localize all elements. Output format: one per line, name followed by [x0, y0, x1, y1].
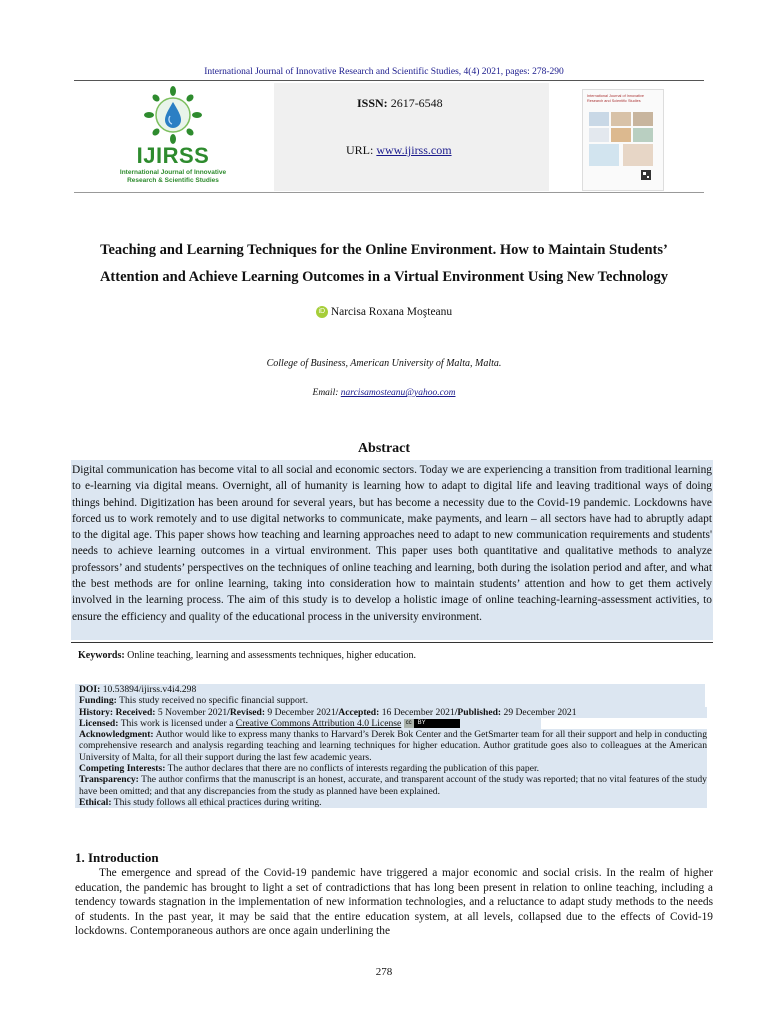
transparency-value: The author confirms that the manuscript is an honest, accurate, and transparent account of the study was reported; that no vital features of the study have been omitted; and that any discrepancies from the study as planned have been explained. — [79, 774, 707, 797]
keywords-value: Online teaching, learning and assessments techniques, higher education. — [127, 650, 416, 661]
ethical-row — [75, 797, 707, 808]
acknowledgment-label: Acknowledgment: — [79, 729, 154, 741]
cover-title: International Journal of Innovative Research and Scientific Studies — [587, 94, 644, 103]
abstract-text: Digital communication has become vital to all social and economic sectors. Today we are experiencing a transition from traditional learning to e-learning via digital means. Overnight, all of humanity is learning how to adapt to digital life and leaving traditional ways of doing things behind. Digitization has been around for several years, but has become a necessity due to the Covid-19 pandemic. Lockdowns have forced us to work remotely and to use digital networks to communicate, make payments, and learn – all sectors have had to abruptly adapt to the digital age. This paper shows how teaching and learning approaches need to adapt to new communication requirements and students' needs to achieve learning outcomes in a virtual environment. This paper uses both quantitative and qualitative methods to analyze professors’ and students’ perspectives on the techniques of online teaching and learning, both during the isolation period and after, and what the best methods are for online learning, taking into consideration how to maintain students’ attention and how to get them actively involved in the learning process. The aim of this study is to develop a holistic image of online teaching-learning-assessment activities, to ensure the efficiency and quality of the educational process in the university environment. — [71, 460, 713, 640]
affiliation: College of Business, American University of Malta, Malta. — [266, 358, 502, 369]
accepted-value: 16 December 2021 — [381, 706, 455, 718]
issn — [357, 96, 443, 111]
abstract-heading: Abstract — [357, 441, 411, 456]
header-bottom-rule — [74, 192, 704, 193]
license-row — [75, 718, 541, 729]
header-top-rule — [74, 80, 704, 81]
published-label: /Published: — [454, 706, 502, 718]
doi-row — [75, 684, 705, 695]
url-label: URL: — [346, 143, 374, 157]
licensed-prefix: This work is licensed under a — [120, 717, 234, 729]
licensed-label: Licensed: — [79, 717, 119, 729]
orcid-icon[interactable]: iD — [316, 306, 328, 318]
author-name: Narcisa Roxana Moşteanu — [330, 306, 453, 318]
paper-title-line-1: Teaching and Learning Techniques for the Online Environment. How to Maintain Students’ — [100, 242, 668, 258]
ethical-value: This study follows all ethical practices during writing. — [113, 796, 322, 808]
issn-label: ISSN: — [357, 96, 388, 110]
paper-title — [60, 237, 708, 291]
history-label: History: — [79, 706, 114, 718]
received-value: 5 November 2021 — [157, 706, 228, 718]
journal-url — [346, 143, 452, 158]
logo-wordmark: IJIRSS — [136, 143, 210, 168]
author-line — [0, 306, 768, 318]
transparency-label: Transparency: — [79, 774, 139, 786]
acknowledgment-value: Author would like to express many thanks to Harvard’s Derek Bok Center and the GetSmarter team for all their support and help in conducting comprehensive research and analysis regarding teaching and learning techniques for higher education. Author gratitude goes also to colleagues at the American University of Malta, for all their support during the last few academic years. — [79, 729, 707, 763]
ethical-label: Ethical: — [79, 796, 112, 808]
journal-cover-thumbnail — [582, 89, 664, 191]
funding-value: This study received no specific financial support. — [119, 695, 308, 707]
keywords — [78, 650, 708, 661]
globe-drop-logo-icon — [114, 85, 232, 145]
revised-value: 9 December 2021 — [267, 706, 336, 718]
cc-badge-right: BY — [417, 720, 426, 727]
article-metadata — [75, 684, 707, 808]
history-row — [75, 707, 707, 718]
doi-value: 10.53894/ijirss.v4i4.298 — [102, 684, 197, 695]
author-email — [0, 388, 768, 398]
competing-value: The author declares that there are no conflicts of interests regarding the publication of this paper. — [167, 763, 540, 775]
journal-citation-line: International Journal of Innovative Research and Scientific Studies, 4(4) 2021, pages: 278-290 — [204, 67, 564, 77]
doi-label: DOI: — [79, 684, 101, 695]
published-value: 29 December 2021 — [503, 706, 577, 718]
funding-row — [75, 695, 705, 706]
email-link[interactable]: narcisamosteanu@yahoo.com — [340, 388, 456, 398]
issn-value: 2617-6548 — [390, 96, 443, 110]
logo-subtitle — [114, 169, 232, 185]
received-label: Received: — [115, 706, 156, 718]
acknowledgment-row — [75, 729, 707, 763]
journal-header — [74, 83, 704, 191]
email-label: Email: — [312, 388, 339, 398]
keywords-label: Keywords: — [78, 650, 125, 661]
journal-logo — [114, 85, 234, 189]
cc-badge-left: cc — [405, 720, 412, 727]
cover-image-collage — [583, 90, 663, 190]
introduction-text: The emergence and spread of the Covid-19 pandemic have triggered a major economic and social crisis. In the realm of higher education, the pandemic has brought to light a set of contradictions that has long been present in relation to online teaching, including a tendency towards stagnation in the implementation of new information technologies, and a reluctance to adapt study methods to the needs of students. In the past year, it may be said that the entire education system, at all levels, collapsed due to the effects of Covid-19 lockdowns. Contemporaneous authors are once again underlining the — [75, 867, 713, 937]
issn-url-panel — [274, 83, 549, 191]
logo-subtitle-line-1: International Journal of Innovative — [119, 169, 227, 176]
revised-label: /Revised: — [227, 706, 266, 718]
transparency-row — [75, 774, 707, 797]
cc-by-license-icon[interactable] — [404, 719, 460, 728]
accepted-label: /Accepted: — [335, 706, 380, 718]
funding-label: Funding: — [79, 695, 117, 707]
abstract-rule — [71, 642, 713, 643]
competing-label: Competing Interests: — [79, 763, 166, 775]
competing-interests-row — [75, 763, 707, 774]
page-number: 278 — [375, 966, 393, 978]
license-link[interactable]: Creative Commons Attribution 4.0 License — [235, 717, 402, 729]
introduction-heading: 1. Introduction — [75, 850, 159, 865]
logo-subtitle-line-2: Research & Scientific Studies — [127, 177, 219, 184]
paper-title-line-2: Attention and Achieve Learning Outcomes in a Virtual Environment Using New Technology — [99, 269, 669, 285]
journal-url-link[interactable]: www.ijirss.com — [376, 143, 452, 157]
